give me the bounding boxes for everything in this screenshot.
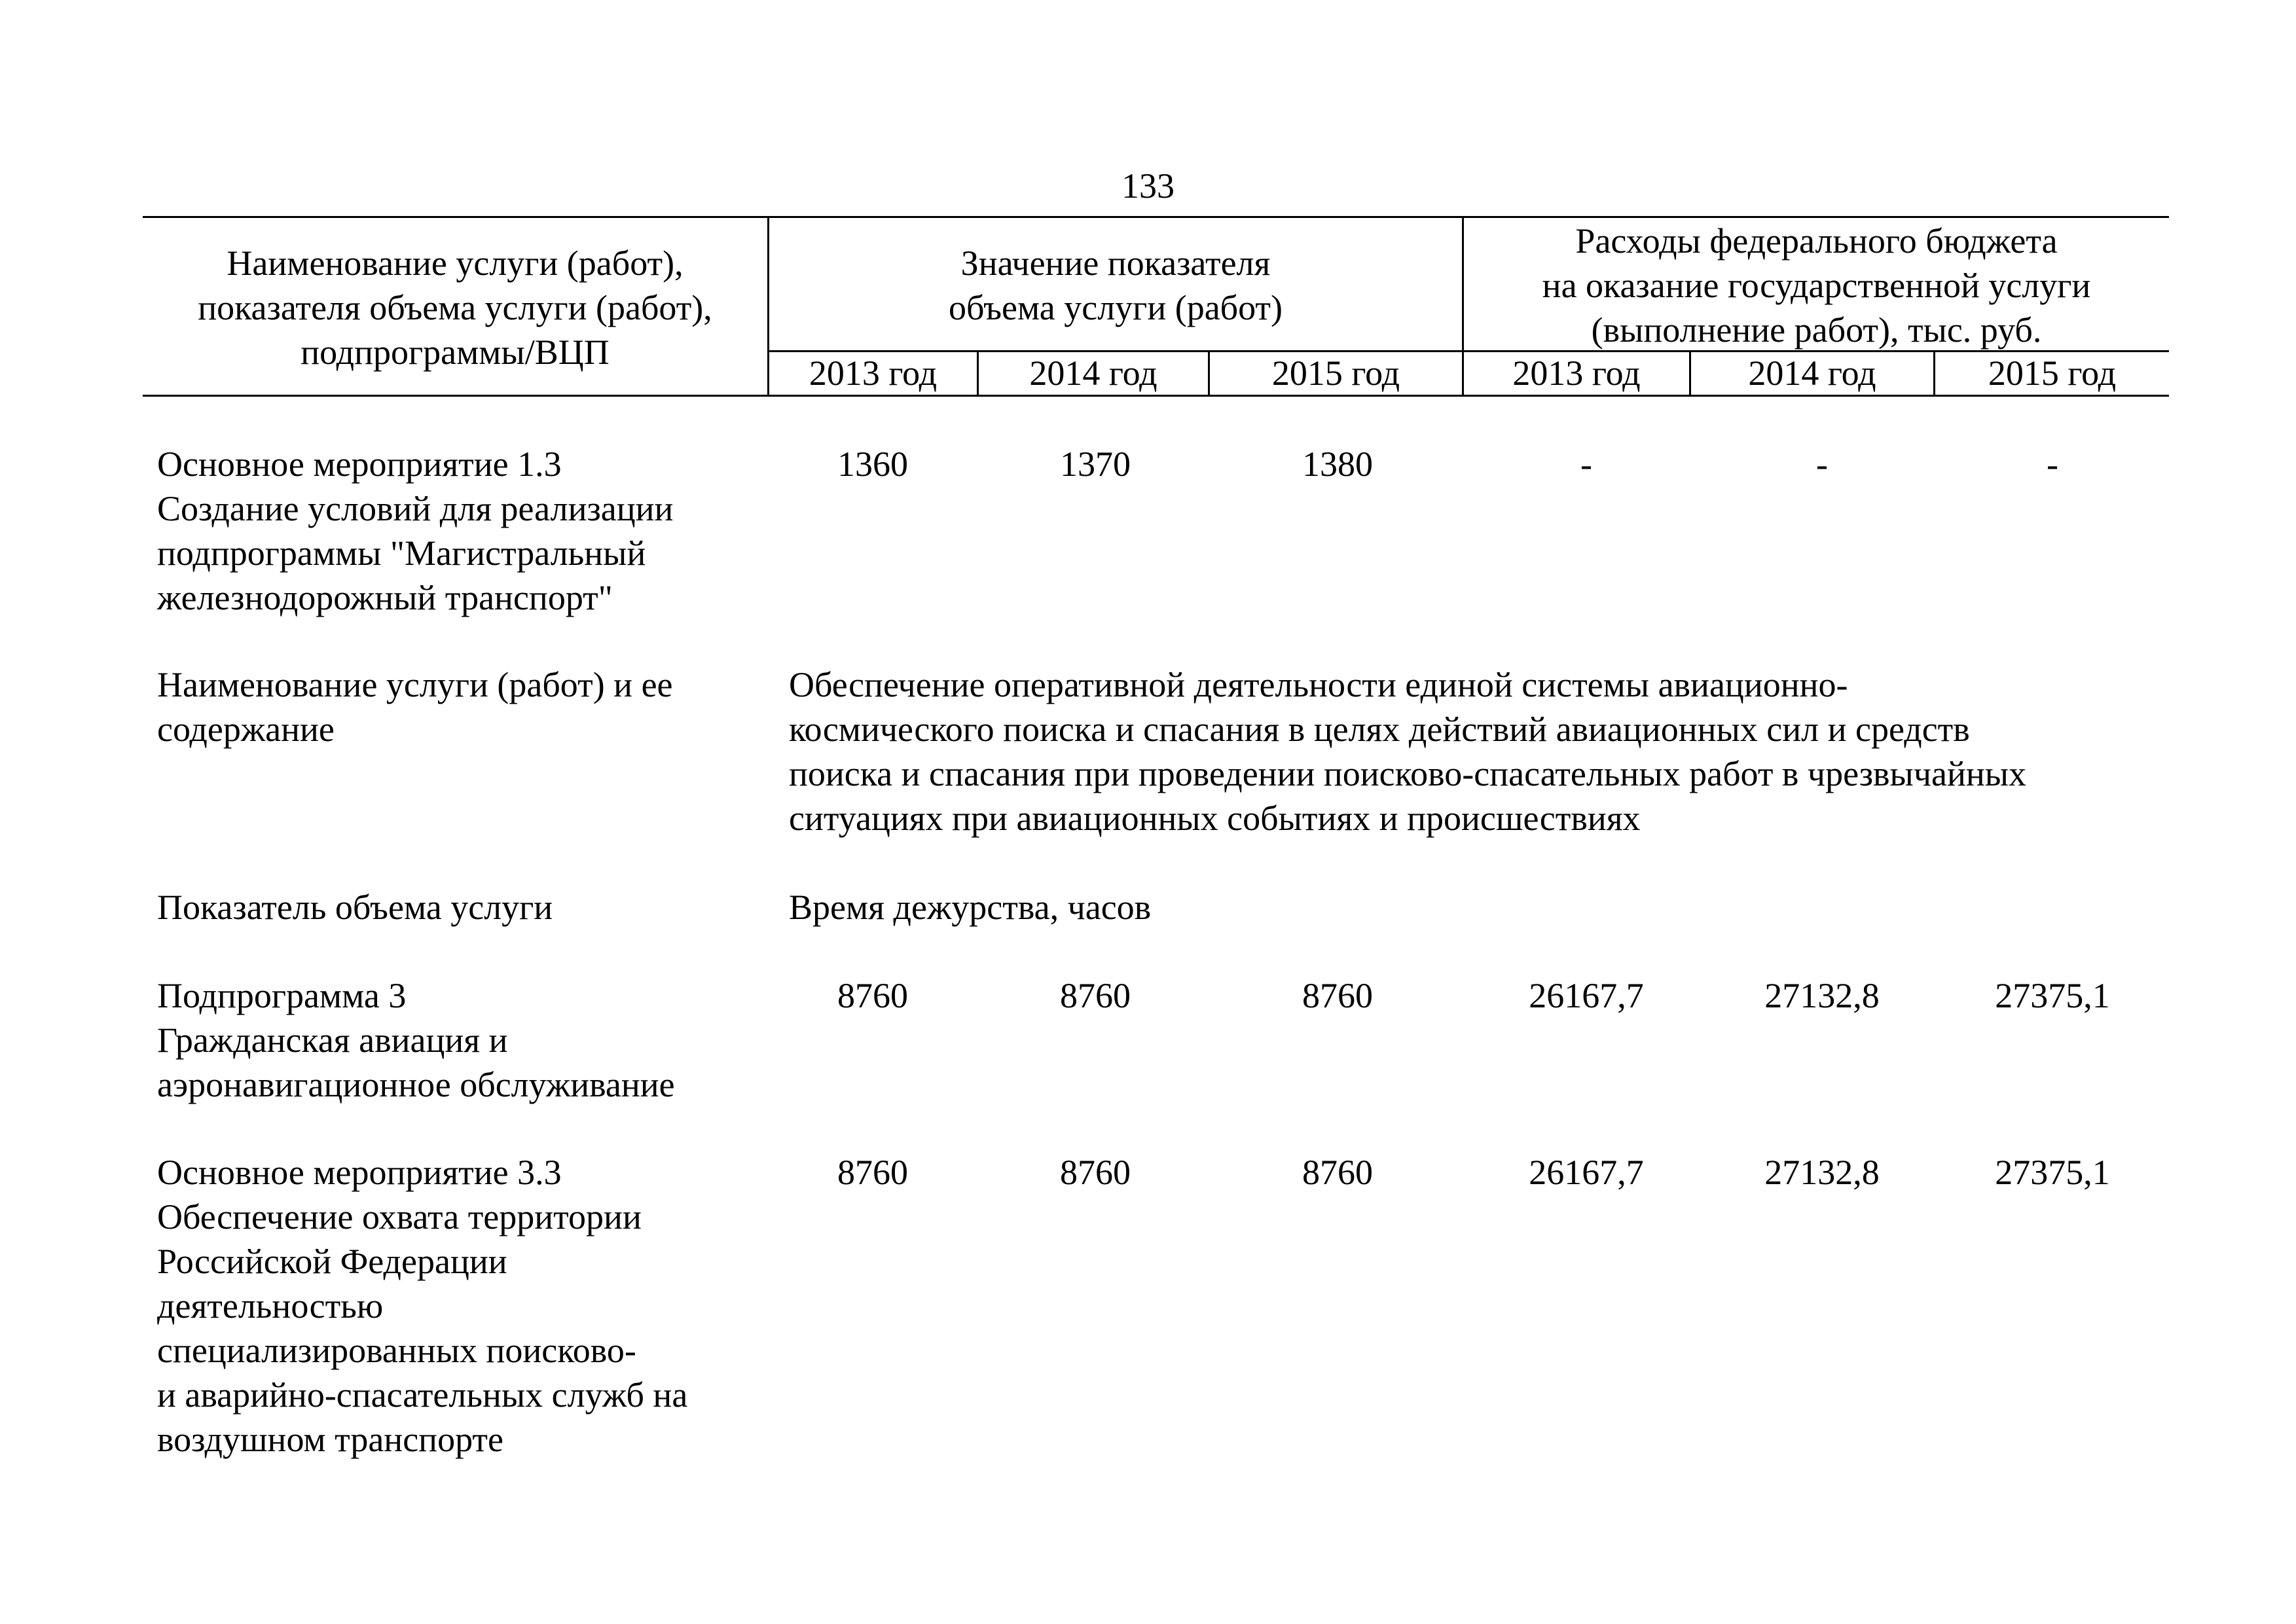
row-measure-1-3-expense-2014: - bbox=[1816, 444, 1828, 484]
row-measure-1-3-expense-2015: - bbox=[2047, 444, 2058, 484]
service-name-label: Наименование услуги (работ) и ее содержание bbox=[157, 665, 673, 749]
row-measure-3-3-expense-2013: 26167,7 bbox=[1529, 1153, 1644, 1192]
row-subprogram-3-expense-2013: 26167,7 bbox=[1529, 976, 1644, 1015]
indicator-label: Показатель объема услуги bbox=[157, 888, 553, 927]
row-subprogram-3-expense-2014: 27132,8 bbox=[1764, 976, 1880, 1015]
year-header-expense-2014: 2014 год bbox=[1748, 353, 1876, 393]
row-measure-3-3-name: Основное мероприятие 3.3 Обеспечение охвата территории Российской Федерации деятельностью специализированных поисково- и аварийно-спасательных служб на воздушном транспорте bbox=[157, 1153, 688, 1459]
indicator-text: Время дежурства, часов bbox=[789, 888, 1152, 927]
row-subprogram-3-value-2015: 8760 bbox=[1302, 976, 1373, 1015]
year-header-value-2013: 2013 год bbox=[809, 353, 938, 393]
row-measure-1-3-value-2014: 1370 bbox=[1060, 444, 1131, 484]
row-subprogram-3-expense-2015: 27375,1 bbox=[1995, 976, 2110, 1015]
row-measure-1-3-expense-2013: - bbox=[1580, 444, 1592, 484]
year-header-expense-2013: 2013 год bbox=[1512, 353, 1641, 393]
year-header-expense-2015: 2015 год bbox=[1988, 353, 2117, 393]
header-bottom-rule bbox=[143, 395, 2169, 397]
row-measure-1-3-name: Основное мероприятие 1.3 Создание условий для реализации подпрограммы "Магистральный железнодорожный транспорт" bbox=[157, 444, 674, 617]
row-subprogram-3-value-2013: 8760 bbox=[837, 976, 908, 1015]
row-measure-3-3-value-2014: 8760 bbox=[1060, 1153, 1131, 1192]
service-name-text: Обеспечение оперативной деятельности единой системы авиационно- космического поиска и спасания в целях действий авиационных сил и средств поиска и спасания при проведении поисково-спасательных работ в чрезвычайных ситуациях при авиационных событиях и происшествиях bbox=[789, 665, 2027, 838]
row-measure-3-3-value-2013: 8760 bbox=[837, 1153, 908, 1192]
row-measure-1-3-value-2013: 1360 bbox=[837, 444, 908, 484]
row-subprogram-3-value-2014: 8760 bbox=[1060, 976, 1131, 1015]
header-name-column: Наименование услуги (работ), показателя объема услуги (работ), подпрограммы/ВЦП bbox=[198, 244, 712, 372]
year-header-value-2014: 2014 год bbox=[1029, 353, 1157, 393]
row-measure-1-3-value-2015: 1380 bbox=[1302, 444, 1373, 484]
header-expenses-column: Расходы федерального бюджета на оказание государственной услуги (выполнение работ), тыс. руб. bbox=[1542, 221, 2091, 350]
year-header-value-2015: 2015 год bbox=[1271, 353, 1400, 393]
row-measure-3-3-expense-2015: 27375,1 bbox=[1995, 1153, 2110, 1192]
header-value-column: Значение показателя объема услуги (работ) bbox=[948, 244, 1283, 327]
page-number: 133 bbox=[1121, 166, 1175, 206]
row-measure-3-3-expense-2014: 27132,8 bbox=[1764, 1153, 1880, 1192]
row-subprogram-3-name: Подпрограмма 3 Гражданская авиация и аэронавигационное обслуживание bbox=[157, 976, 675, 1104]
row-measure-3-3-value-2015: 8760 bbox=[1302, 1153, 1373, 1192]
header-top-rule bbox=[143, 216, 2169, 218]
